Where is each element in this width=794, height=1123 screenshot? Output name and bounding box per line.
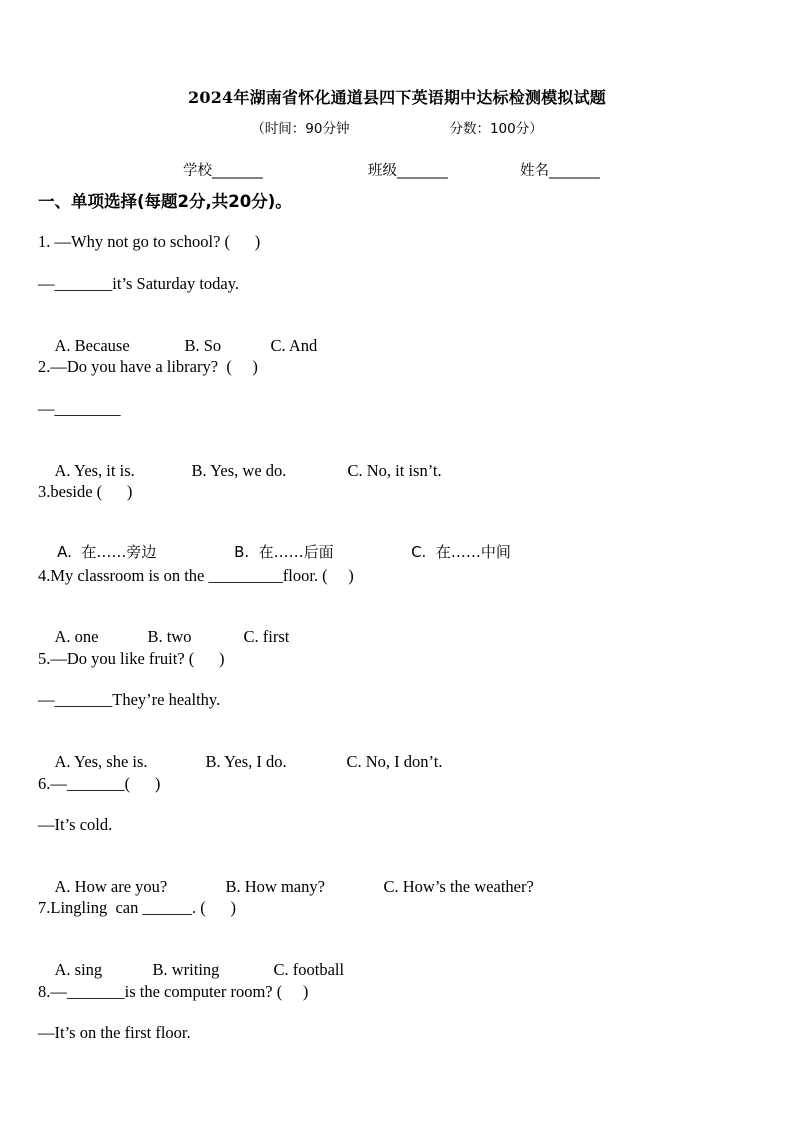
option-b: B. How many? (225, 877, 325, 896)
name-field: 姓名_______ (520, 163, 600, 179)
exam-score: 分数：100分） (449, 121, 543, 137)
question-stem: 6.—_______( ) (38, 774, 161, 793)
question-stem: 8.—_______is the computer room? ( ) (38, 982, 309, 1001)
question-stem: 4.My classroom is on the _________floor. ( ) (38, 566, 354, 585)
option-a: A. 在……旁边 (57, 543, 157, 561)
option-b: B. two (147, 627, 192, 646)
option-c: C. And (270, 336, 318, 355)
option-c: C. No, it isn’t. (347, 461, 442, 480)
question-reply: —It’s on the first floor. (38, 1023, 191, 1042)
option-a: A. How are you? (54, 877, 168, 896)
question-stem: 5.—Do you like fruit? ( ) (38, 649, 225, 668)
option-c: C. How’s the weather? (383, 877, 534, 896)
question-stem: 1. —Why not go to school? ( ) (38, 232, 261, 251)
question-stem: 3.beside ( ) (38, 482, 133, 501)
question-reply: —________ (38, 399, 121, 418)
class-field: 班级_______ (368, 163, 448, 179)
option-c: C. No, I don’t. (346, 752, 443, 771)
option-a: A. Yes, she is. (54, 752, 148, 771)
question-stem: 7.Lingling can ______. ( ) (38, 898, 236, 917)
option-c: C. 在……中间 (411, 543, 511, 561)
question-stem: 2.—Do you have a library? ( ) (38, 357, 258, 376)
school-field: 学校_______ (183, 163, 263, 179)
option-a: A. one (54, 627, 99, 646)
option-a: A. Yes, it is. (54, 461, 135, 480)
option-b: B. So (184, 336, 222, 355)
option-c: C. football (273, 960, 345, 979)
option-b: B. Yes, we do. (191, 461, 287, 480)
section-heading: 一、单项选择(每题2分,共20分)。 (38, 192, 292, 211)
option-b: B. Yes, I do. (205, 752, 287, 771)
question-reply: —_______They’re healthy. (38, 690, 221, 709)
option-b: B. writing (152, 960, 220, 979)
option-c: C. first (243, 627, 290, 646)
exam-time: （时间：90分钟 (251, 121, 350, 137)
question-reply: —It’s cold. (38, 815, 113, 834)
option-a: A. Because (54, 336, 130, 355)
exam-subtitle (0, 117, 794, 137)
question-reply: —_______it’s Saturday today. (38, 274, 240, 293)
option-a: A. sing (54, 960, 103, 979)
option-b: B. 在……后面 (234, 543, 334, 561)
exam-title: 2024年湖南省怀化通道县四下英语期中达标检测模拟试题 (188, 88, 606, 107)
